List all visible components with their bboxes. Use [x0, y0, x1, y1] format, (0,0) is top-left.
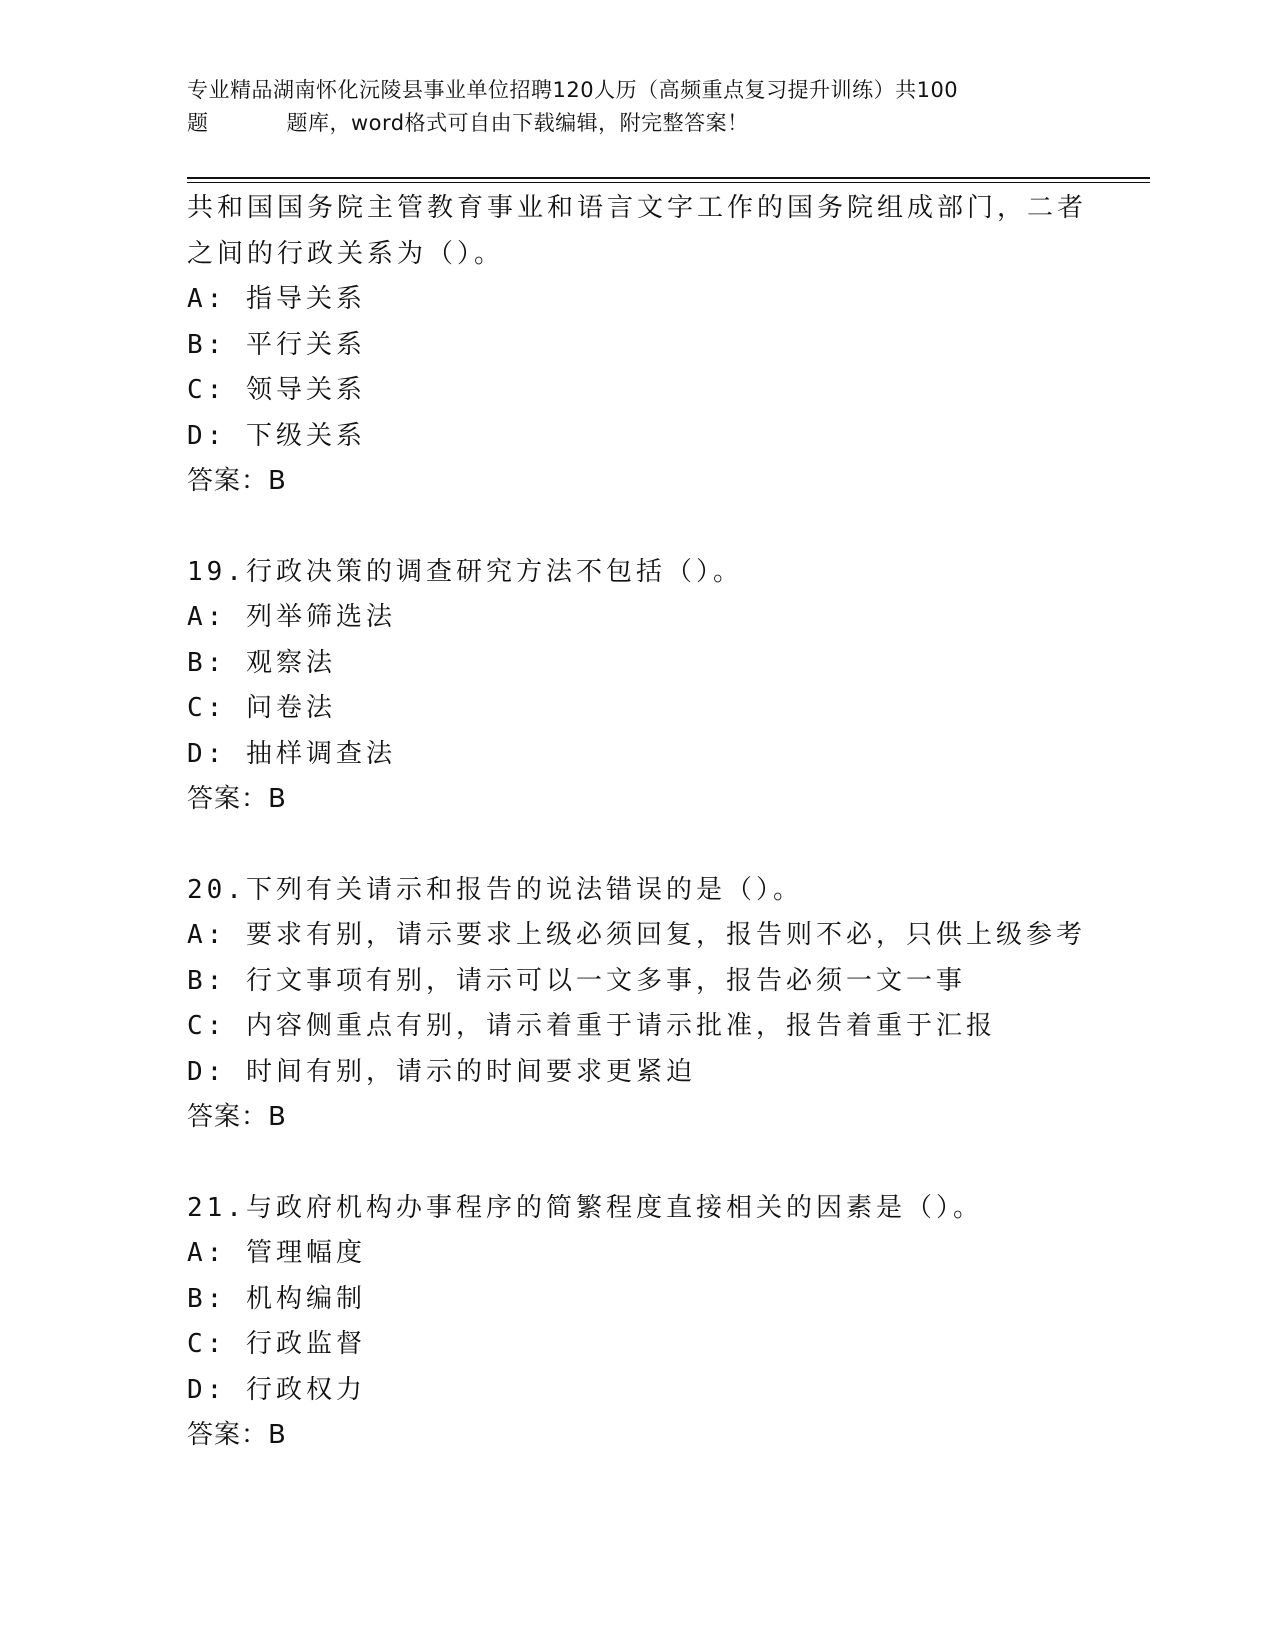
question-block — [187, 186, 1087, 505]
option-c: C: 内容侧重点有别，请示着重于请示批准，报告着重于汇报 — [187, 1011, 996, 1041]
option-d: D: 下级关系 — [187, 420, 366, 451]
option-d: D: 抽样调查法 — [187, 738, 396, 769]
option-a: A: 管理幅度 — [187, 1238, 366, 1268]
question-stem: 之间的行政关系为（）。 — [187, 238, 505, 269]
question-list — [187, 186, 1087, 1459]
question-block — [187, 550, 1087, 823]
option-b: B: 行文事项有别，请示可以一文多事，报告必须一文一事 — [187, 965, 966, 996]
header-title-line2-a: 题 — [187, 111, 209, 135]
answer: 答案：B — [187, 784, 287, 814]
option-b: B: 平行关系 — [187, 329, 366, 360]
option-c: C: 行政监督 — [187, 1329, 366, 1359]
header-divider-thick — [187, 177, 1150, 179]
option-c: C: 问卷法 — [187, 693, 336, 723]
answer: 答案：B — [187, 1102, 287, 1132]
answer: 答案：B — [187, 466, 287, 496]
header-title-line2-b: 题库，word格式可自由下载编辑，附完整答案！ — [286, 111, 749, 135]
question-stem: 共和国国务院主管教育事业和语言文字工作的国务院组成部门，二者 — [187, 193, 1088, 223]
option-b: B: 观察法 — [187, 647, 336, 678]
option-c: C: 领导关系 — [187, 375, 366, 405]
question-stem: 20.下列有关请示和报告的说法错误的是（）。 — [187, 874, 803, 905]
answer: 答案：B — [187, 1420, 287, 1450]
header-title-line1: 专业精品湖南怀化沅陵县事业单位招聘120人历（高频重点复习提升训练）共100 — [187, 78, 959, 102]
header-title-line2 — [187, 107, 1087, 140]
option-d: D: 行政权力 — [187, 1374, 366, 1405]
option-a: A: 要求有别，请示要求上级必须回复，报告则不必，只供上级参考 — [187, 920, 1086, 950]
question-stem: 19.行政决策的调查研究方法不包括（）。 — [187, 556, 743, 587]
option-a: A: 列举筛选法 — [187, 602, 396, 632]
option-d: D: 时间有别，请示的时间要求更紧迫 — [187, 1056, 696, 1087]
option-a: A: 指导关系 — [187, 284, 366, 314]
option-b: B: 机构编制 — [187, 1283, 366, 1314]
question-block — [187, 868, 1087, 1141]
document-header — [187, 74, 1087, 140]
header-divider-thin — [187, 182, 1150, 183]
question-block — [187, 1186, 1087, 1459]
question-stem: 21.与政府机构办事程序的简繁程度直接相关的因素是（）。 — [187, 1192, 983, 1223]
